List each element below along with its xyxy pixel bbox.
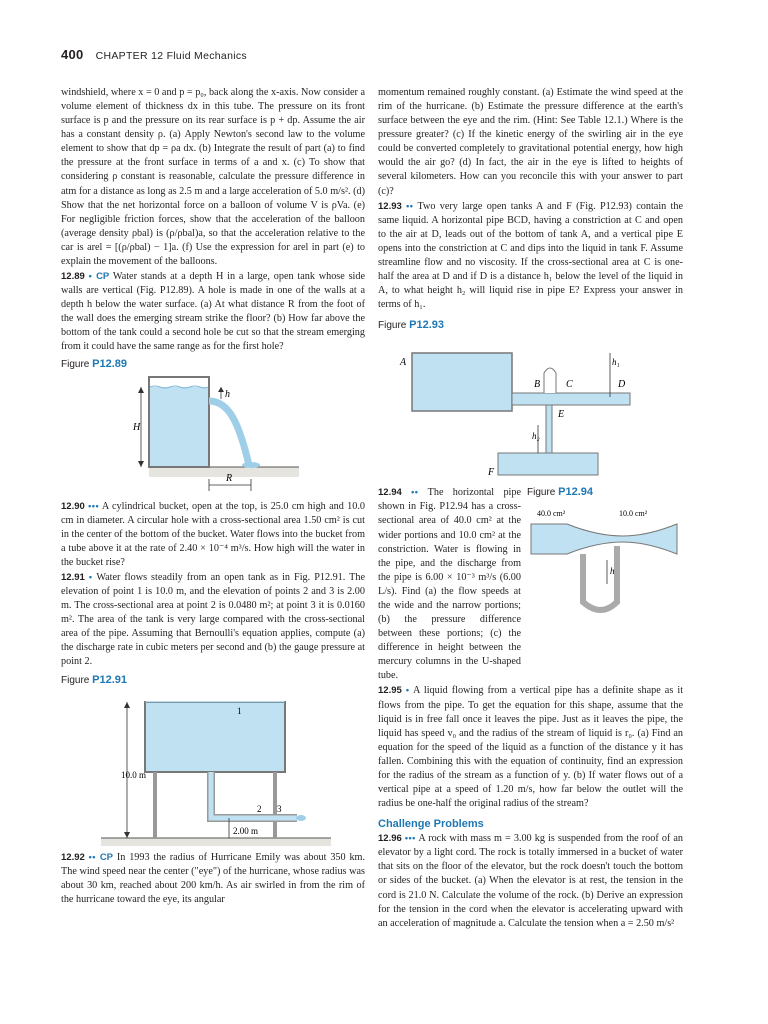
svg-text:3: 3 xyxy=(277,803,282,814)
figure-p12-91 xyxy=(61,690,365,850)
problem-12-94: 12.94 •• The horizontal pipe shown in Fig. P12.94 has a cross-sectional area of 40.0 cm² at the wider portions and 10.0 cm² at the constriction. Water is flowing in the pipe, and the discharge from the pipe is 6.00 × 10⁻³ m³/s (6.00 L/s). Find (a) the flow speeds at the wide and the narrow portions; (b) the pressure difference between these portions; (c) the difference in height between the mercury columns in the U-shaped tube. xyxy=(378,487,522,682)
running-header xyxy=(61,47,247,63)
svg-text:2.00 m: 2.00 m xyxy=(233,825,259,836)
svg-text:h: h xyxy=(610,566,615,577)
chapter-title: CHAPTER 12 Fluid Mechanics xyxy=(95,50,247,62)
problem-continuation: windshield, where x = 0 and p = p₀, back along the x-axis. Now consider a volume element of thickness dx in this tube. The pressure on its front surface is p and the pressure on its rear surface is p + dp. Assume the air has a constant density ρ. (a) Apply Newton's second law to the volume element to show that dp = ρa dx. (b) Integrate the result of part (a) to find the pressure at the front surface in terms of a and x. (c) To show that considering ρ constant is reasonable, calculate the pressure difference in atm for a distance as long as 2.5 m and a large acceleration of 5.0 m/s². (d) Show that the net horizontal force on a balloon of volume V is ρVa. (e) For negligible friction forces, show that the acceleration of the balloon (average density ρbal) is (ρ/ρbal)a, so that the acceleration relative to the car is arel = [(ρ/ρbal) − 1]a. (f) Use the expression for arel in part (e) to explain the movement of the balloons. xyxy=(61,87,365,267)
problem-12-96: 12.96 ••• A rock with mass m = 3.00 kg is suspended from the roof of an elevator by a light cord. The rock is totally immersed in a bucket of water that sits on the floor of the elevator, but the rock doesn't touch the bottom or sides of the bucket. (a) When the elevator is at rest, the tension in the cord is 21.0 N. Calculate the volume of the rock. (b) Derive an expression for the tension in the cord when the elevator is accelerating upward with an acceleration of magnitude a. Calculate the tension when a = 2.50 m/s² xyxy=(378,833,683,929)
right-column xyxy=(378,86,683,931)
figure-p12-93 xyxy=(378,335,683,485)
svg-text:h₁: h₁ xyxy=(612,357,620,368)
challenge-heading: Challenge Problems xyxy=(378,818,484,831)
problem-12-90: 12.90 ••• A cylindrical bucket, open at the top, is 25.0 cm high and 10.0 cm in diameter. A circular hole with a cross-sectional area 1.50 cm² is cut in the center of the bottom of the bucket. Water flows into the bucket from a tube above it at the rate of 2.40 × 10⁻⁴ m³/s. How high will the water in the bucket rise? xyxy=(61,500,366,568)
svg-text:10.0 m: 10.0 m xyxy=(121,769,147,780)
svg-text:E: E xyxy=(558,409,565,421)
figure-label-p12-91: Figure P12.91 xyxy=(61,673,128,686)
label-H: H xyxy=(133,421,141,433)
page-number: 400 xyxy=(61,47,84,62)
svg-text:1: 1 xyxy=(237,705,242,716)
svg-text:D: D xyxy=(618,379,626,391)
figure-label-p12-89: Figure P12.89 xyxy=(61,358,128,371)
problem-12-93: 12.93 •• Two very large open tanks A and F (Fig. P12.93) contain the same liquid. A horizontal pipe BCD, having a constriction at C and open to the air at D, leads out of the bottom of tank A, and a vertical pipe E opens into the constriction at C and dips into the liquid in tank F. Assume streamline flow and no viscosity. If the cross-sectional area at C is one-half the area at D and if D is a distance h₁ below the level of the liquid in A, to what height h₂ will liquid rise in pipe E? Express your answer in terms of h₁. xyxy=(378,200,683,311)
problem-12-95: 12.95 • A liquid flowing from a vertical pipe has a definite shape as it flows from the pipe. To get the equation for this shape, assume that the liquid is in free fall once it leaves the pipe. Just as it leaves the pipe, the liquid has speed v₀ and the radius of the stream of liquid is r₀. (a) Find an equation for the speed of the liquid as a function of the distance y it has fallen. Combining this with the equation of continuity, find an expression for the radius of the stream as a function of y. (b) If water flows out of a vertical pipe at a speed of 1.20 m/s, how far below the outlet will the radius be one-half the original radius of the stream? xyxy=(378,685,684,810)
figure-label-p12-94: Figure P12.94 xyxy=(527,486,594,499)
svg-text:B: B xyxy=(534,379,541,391)
svg-text:F: F xyxy=(488,467,495,479)
svg-text:10.0 cm²: 10.0 cm² xyxy=(619,509,648,519)
label-R: R xyxy=(226,472,233,484)
problem-12-91: 12.91 • Water flows steadily from an open tank as in Fig. P12.91. The elevation of point 1 is 10.0 m, and the elevation of points 2 and 3 is 2.00 m. The cross-sectional area at point 2 is 0.0480 m²; at point 3 it is 0.0160 m². The area of the tank is very large compared with the cross-sectional area of the pipe. Assuming that Bernoulli's equation applies, compute (a) the discharge rate in cubic meters per second and (b) the gauge pressure at point 2. xyxy=(61,571,365,668)
figure-label-p12-93: Figure P12.93 xyxy=(378,319,445,332)
svg-text:A: A xyxy=(400,357,407,369)
figure-p12-89 xyxy=(61,375,365,499)
svg-text:h₂: h₂ xyxy=(532,431,540,442)
left-column xyxy=(61,86,365,907)
svg-text:40.0 cm²: 40.0 cm² xyxy=(537,509,566,519)
svg-text:2: 2 xyxy=(257,803,262,814)
problem-12-92: 12.92 •• CP In 1993 the radius of Hurricane Emily was about 350 km. The wind speed near the center ("eye") of the hurricane, whose radius was about 30 km, reached about 200 km/h. As air swirled in from the rim of the hurricane toward the eye, its angular xyxy=(61,851,366,905)
svg-text:C: C xyxy=(566,379,573,391)
label-h: h xyxy=(225,388,230,400)
problem-continuation-right: momentum remained roughly constant. (a) Estimate the wind speed at the rim of the hurricane. (b) Estimate the pressure difference at the earth's surface between the eye and the rim. (Hint: See Table 12.1.) Where is the pressure greater? (c) If the kinetic energy of the swirling air in the eye could be converted completely to gravitational potential energy, how high would the air go? (d) In fact, the air in the eye is lifted to heights of several kilometers. How can you reconcile this with your answer to part (c)? xyxy=(378,87,683,197)
figure-p12-94 xyxy=(527,502,683,622)
problem-12-89: 12.89 • CP Water stands at a depth H in a large, open tank whose side walls are vertical (Fig. P12.89). A hole is made in one of the walls at a depth h below the water surface. (a) At what distance R from the foot of the wall does the emerging stream strike the floor? (b) How far above the bottom of the tank could a second hole be cut so that the stream emerging from it could have the same range as for the first hole? xyxy=(61,271,365,353)
